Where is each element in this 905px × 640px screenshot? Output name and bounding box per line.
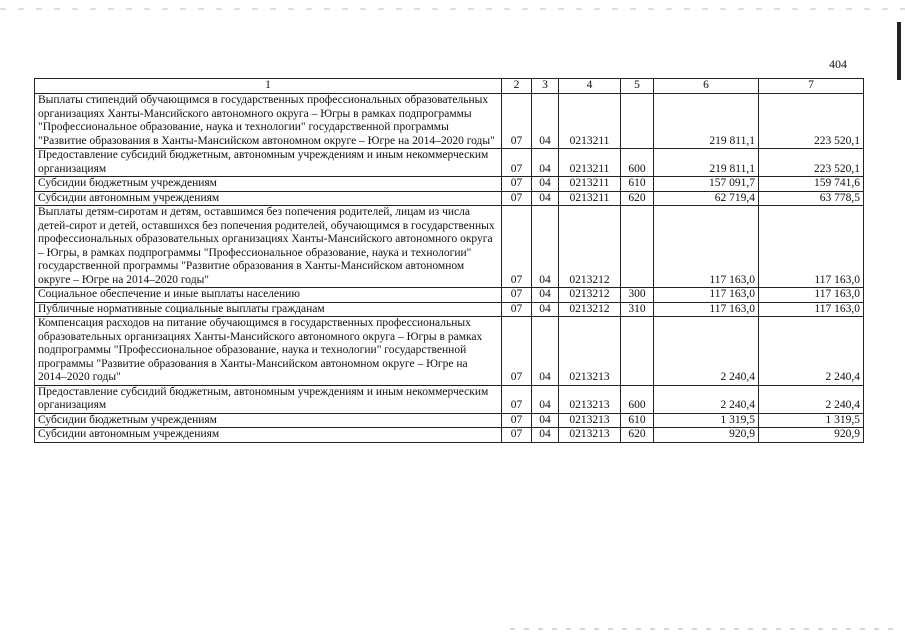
cell-amount-7: 223 520,1 — [759, 149, 864, 177]
cell-subsection: 04 — [532, 317, 559, 386]
table-body — [35, 94, 864, 443]
cell-target-item: 0213211 — [559, 149, 621, 177]
cell-section: 07 — [502, 302, 532, 317]
scan-edge-mark — [897, 22, 901, 80]
cell-expense-type: 600 — [621, 149, 654, 177]
cell-amount-7: 117 163,0 — [759, 302, 864, 317]
cell-amount-6: 117 163,0 — [654, 288, 759, 303]
header-col-5: 5 — [621, 79, 654, 94]
cell-amount-6: 2 240,4 — [654, 317, 759, 386]
cell-section: 07 — [502, 428, 532, 443]
cell-amount-6: 219 811,1 — [654, 149, 759, 177]
cell-section: 07 — [502, 191, 532, 206]
cell-name: Выплаты детям-сиротам и детям, оставшимся без попечения родителей, лицам из числа детей-сирот и детей, оставшихся без попечения родителей, обучающимся в государственных профессиональных образовательных организациях Ханты-Мансийского автономного округа – Югры, в рамках подпрограммы "Профессиональное образование, наука и технологии" государственной программы "Развитие образования в Ханты-Мансийском автономном округе – Югре на 2014–2020 годы" — [35, 206, 502, 288]
cell-target-item: 0213211 — [559, 191, 621, 206]
cell-expense-type: 620 — [621, 191, 654, 206]
cell-amount-6: 2 240,4 — [654, 385, 759, 413]
cell-name: Предоставление субсидий бюджетным, автономным учреждениям и иным некоммерческим организациям — [35, 149, 502, 177]
cell-subsection: 04 — [532, 206, 559, 288]
budget-table — [34, 78, 864, 443]
cell-subsection: 04 — [532, 302, 559, 317]
cell-amount-7: 2 240,4 — [759, 317, 864, 386]
header-col-4: 4 — [559, 79, 621, 94]
cell-name: Предоставление субсидий бюджетным, автономным учреждениям и иным некоммерческим организациям — [35, 385, 502, 413]
cell-amount-7: 920,9 — [759, 428, 864, 443]
cell-section: 07 — [502, 413, 532, 428]
cell-amount-7: 117 163,0 — [759, 206, 864, 288]
cell-target-item: 0213212 — [559, 302, 621, 317]
cell-amount-7: 2 240,4 — [759, 385, 864, 413]
table-row — [35, 428, 864, 443]
header-col-6: 6 — [654, 79, 759, 94]
cell-subsection: 04 — [532, 385, 559, 413]
cell-subsection: 04 — [532, 428, 559, 443]
cell-amount-7: 63 778,5 — [759, 191, 864, 206]
table-row — [35, 317, 864, 386]
cell-name: Субсидии автономным учреждениям — [35, 191, 502, 206]
cell-name: Компенсация расходов на питание обучающимся в государственных профессиональных образовательных организациях Ханты-Мансийского автономного округа – Югры в рамках подпрограммы "Профессиональное образование, наука и технологии" государственной программы "Развитие образования в Ханты-Мансийском автономном округе – Югре на 2014–2020 годы" — [35, 317, 502, 386]
cell-target-item: 0213211 — [559, 94, 621, 149]
table-row — [35, 206, 864, 288]
cell-expense-type: 610 — [621, 413, 654, 428]
table-row — [35, 302, 864, 317]
cell-section: 07 — [502, 149, 532, 177]
header-col-1: 1 — [35, 79, 502, 94]
header-col-7: 7 — [759, 79, 864, 94]
cell-expense-type: 610 — [621, 177, 654, 192]
cell-expense-type — [621, 206, 654, 288]
cell-name: Субсидии бюджетным учреждениям — [35, 413, 502, 428]
cell-amount-6: 62 719,4 — [654, 191, 759, 206]
cell-target-item: 0213213 — [559, 428, 621, 443]
cell-name: Выплаты стипендий обучающимся в государственных профессиональных образовательных организациях Ханты-Мансийского автономного округа – Югры в рамках подпрограммы "Профессиональное образование, наука и технологии" государственной программы "Развитие образования в Ханты-Мансийском автономном округе – Югре на 2014–2020 годы" — [35, 94, 502, 149]
cell-name: Социальное обеспечение и иные выплаты населению — [35, 288, 502, 303]
table-row — [35, 94, 864, 149]
table-row — [35, 177, 864, 192]
table-row — [35, 149, 864, 177]
cell-expense-type — [621, 94, 654, 149]
table-row — [35, 288, 864, 303]
table-row — [35, 191, 864, 206]
scan-artifact-top — [0, 8, 905, 10]
cell-section: 07 — [502, 385, 532, 413]
cell-amount-6: 157 091,7 — [654, 177, 759, 192]
cell-target-item: 0213212 — [559, 206, 621, 288]
header-row — [35, 79, 864, 94]
cell-amount-6: 117 163,0 — [654, 206, 759, 288]
cell-amount-6: 117 163,0 — [654, 302, 759, 317]
cell-subsection: 04 — [532, 413, 559, 428]
page-number: 404 — [829, 57, 847, 71]
cell-amount-7: 223 520,1 — [759, 94, 864, 149]
cell-section: 07 — [502, 288, 532, 303]
cell-amount-7: 1 319,5 — [759, 413, 864, 428]
cell-expense-type: 300 — [621, 288, 654, 303]
cell-section: 07 — [502, 177, 532, 192]
cell-section: 07 — [502, 94, 532, 149]
scan-artifact-bottom — [510, 628, 900, 630]
cell-subsection: 04 — [532, 94, 559, 149]
cell-expense-type: 310 — [621, 302, 654, 317]
cell-amount-7: 117 163,0 — [759, 288, 864, 303]
cell-expense-type: 620 — [621, 428, 654, 443]
cell-section: 07 — [502, 317, 532, 386]
cell-target-item: 0213211 — [559, 177, 621, 192]
header-col-2: 2 — [502, 79, 532, 94]
cell-expense-type: 600 — [621, 385, 654, 413]
cell-amount-7: 159 741,6 — [759, 177, 864, 192]
header-col-3: 3 — [532, 79, 559, 94]
cell-target-item: 0213213 — [559, 317, 621, 386]
cell-name: Публичные нормативные социальные выплаты гражданам — [35, 302, 502, 317]
table-row — [35, 385, 864, 413]
cell-name: Субсидии автономным учреждениям — [35, 428, 502, 443]
cell-subsection: 04 — [532, 177, 559, 192]
cell-subsection: 04 — [532, 149, 559, 177]
cell-target-item: 0213213 — [559, 413, 621, 428]
cell-subsection: 04 — [532, 191, 559, 206]
cell-target-item: 0213213 — [559, 385, 621, 413]
cell-target-item: 0213212 — [559, 288, 621, 303]
cell-amount-6: 219 811,1 — [654, 94, 759, 149]
cell-name: Субсидии бюджетным учреждениям — [35, 177, 502, 192]
table-row — [35, 413, 864, 428]
cell-amount-6: 920,9 — [654, 428, 759, 443]
cell-amount-6: 1 319,5 — [654, 413, 759, 428]
cell-expense-type — [621, 317, 654, 386]
cell-subsection: 04 — [532, 288, 559, 303]
cell-section: 07 — [502, 206, 532, 288]
